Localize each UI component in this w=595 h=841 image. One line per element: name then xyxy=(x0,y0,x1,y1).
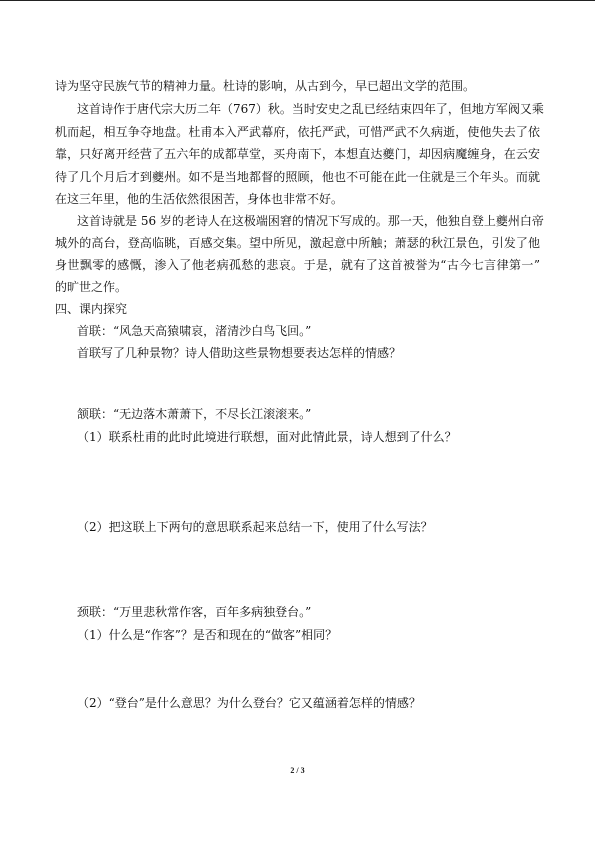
paragraph-3-line-2: 城外的高台，登高临眺，百感交集。望中所见，激起意中所触；萧瑟的秋江景色，引发了他 xyxy=(55,236,540,250)
paragraph-3-line-1: 这首诗就是 56 岁的老诗人在这极端困窘的情况下写成的。那一天，他独自登上夔州白帝 xyxy=(77,214,544,228)
second-couplet-question-1: （1）联系杜甫的此时此境进行联想，面对此情此景，诗人想到了什么？ xyxy=(77,430,457,444)
third-couplet-question-1: （1）什么是“作客”？是否和现在的“做客”相同？ xyxy=(77,628,338,642)
passage-continuation-line: 诗为坚守民族气节的精神力量。杜诗的影响，从古到今，早已超出文学的范围。 xyxy=(55,79,476,93)
first-couplet-quote: 首联：“风急天高猿啸哀，渚清沙白鸟飞回。” xyxy=(77,324,312,338)
paragraph-2-line-2: 机而起，相互争夺地盘。杜甫本入严武幕府，依托严武，可惜严武不久病逝，使他失去了依 xyxy=(55,125,540,139)
third-couplet-question-2: （2）“登台”是什么意思？为什么登台？它又蕴涵着怎样的情感？ xyxy=(77,696,421,710)
second-couplet-question-2: （2）把这联上下两句的意思联系起来总结一下，使用了什么写法？ xyxy=(77,520,433,534)
second-couplet-quote: 颔联：“无边落木萧萧下，不尽长江滚滚来。” xyxy=(77,407,312,421)
paragraph-2-line-5: 在这三年里，他的生活依然很困苦，身体也非常不好。 xyxy=(55,192,344,206)
paragraph-3-line-4: 的旷世之作。 xyxy=(55,280,128,294)
first-couplet-question: 首联写了几种景物？诗人借助这些景物想要表达怎样的情感？ xyxy=(77,346,402,360)
third-couplet-quote: 颈联：“万里悲秋常作客，百年多病独登台。” xyxy=(77,605,312,619)
paragraph-2-line-4: 待了几个月后才到夔州。如不是当地都督的照顾，他也不可能在此一住就是三个年头。而就 xyxy=(55,170,540,184)
paragraph-2-line-3: 靠，只好离开经营了五六年的成都草堂，买舟南下，本想直达夔门，却因病魔缠身，在云安 xyxy=(55,147,540,161)
page-number: 2 / 3 xyxy=(290,766,305,775)
page-top-rule xyxy=(0,0,595,1)
paragraph-2-line-1: 这首诗作于唐代宗大历二年（767）秋。当时安史之乱已经结束四年了，但地方军阀又乘 xyxy=(77,102,544,116)
paragraph-3-line-3: 身世飘零的感慨，渗入了他老病孤愁的悲哀。于是，就有了这首被誉为“古今七言律第一” xyxy=(55,258,540,272)
section-heading: 四、课内探究 xyxy=(55,302,128,316)
